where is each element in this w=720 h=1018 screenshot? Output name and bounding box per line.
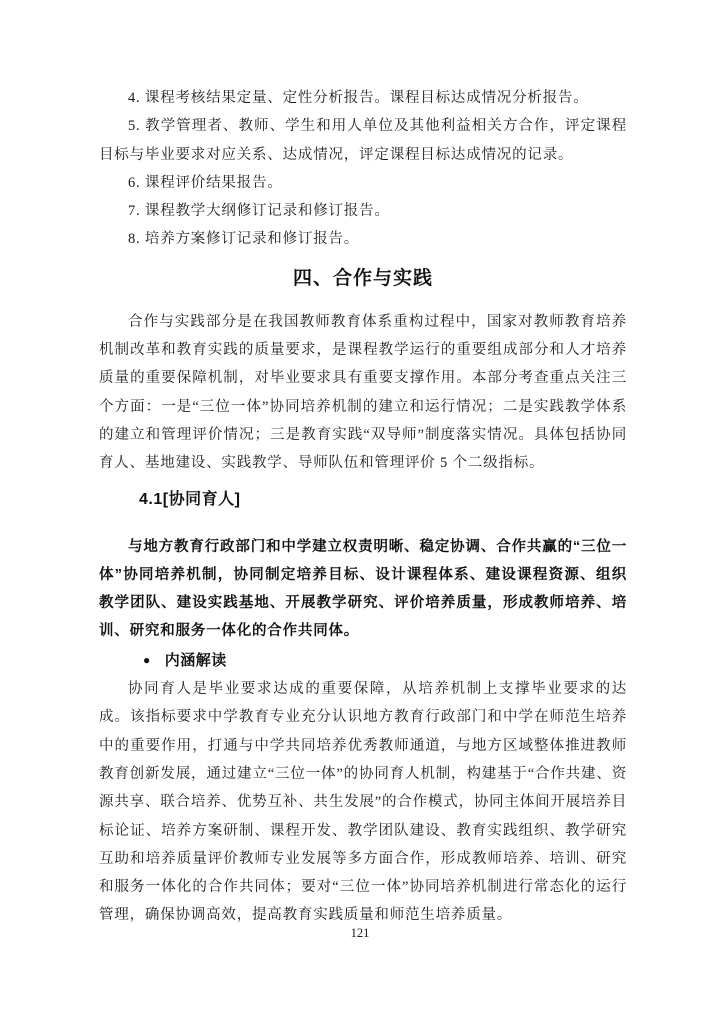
subsection-title: 4.1[协同育人]: [139, 490, 241, 508]
section-title: 四、合作与实践: [292, 267, 433, 289]
list-item-7: 7. 课程教学大纲修订记录和修订报告。: [128, 203, 390, 220]
list-item-5: 5. 教学管理者、教师、学生和用人单位及其他利益相关方合作，评定课程目标与毕业要求对应关系、达成情况，评定课程目标达成情况的记录。: [99, 118, 627, 163]
bullet-icon: ●: [143, 652, 151, 667]
bullet-label: 内涵解读: [164, 651, 227, 669]
list-item-6: 6. 课程评价结果报告。: [128, 174, 283, 191]
section-intro-paragraph: 合作与实践部分是在我国教师教育体系重构过程中，国家对教师教育培养机制改革和教育实践的质量要求，是课程教学运行的重要组成部分和人才培养质量的重要保障机制，对毕业要求具有重要支撑作用。本部分考查重点关注三个方面：一是“三位一体”协同培养机制的建立和运行情况；二是实践教学体系的建立和管理评价情况；三是教育实践“双导师”制度落实情况。具体包括协同育人、基地建设、实践教学、导师队伍和管理评价 5 个二级指标。: [99, 313, 627, 472]
interpretation-paragraph: 协同育人是毕业要求达成的重要保障，从培养机制上支撑毕业要求的达成。该指标要求中学教育专业充分认识地方教育行政部门和中学在师范生培养中的重要作用，打通与中学共同培养优秀教师通道，与地方区域整体推进教师教育创新发展，通过建立“三位一体”的协同育人机制，构建基于“合作共建、资源共享、联合培养、优势互补、共生发展”的合作模式，协同主体间开展培养目标论证、培养方案研制、课程开发、教学团队建设、教育实践组织、教学研究互助和培养质量评价教师专业发展等多方面合作，形成教师培养、培训、研究和服务一体化的合作共同体；要对“三位一体”协同培养机制进行常态化的运行管理，确保协调高效，提高教育实践质量和师范生培养质量。: [99, 681, 627, 924]
standard-paragraph: 与地方教育行政部门和中学建立权责明晰、稳定协调、合作共赢的“三位一体”协同培养机制，协同制定培养目标、设计课程体系、建设课程资源、组织教学团队、建设实践基地、开展教学研究、评价培养质量，形成教师培养、培训、研究和服务一体化的合作共同体。: [99, 538, 627, 640]
page-number: 121: [350, 926, 370, 940]
list-item-8: 8. 培养方案修订记录和修订报告。: [128, 231, 360, 248]
document-content: [99, 84, 627, 930]
list-item-4: 4. 课程考核结果定量、定性分析报告。课程目标达成情况分析报告。: [128, 90, 589, 106]
bullet-item: [99, 646, 627, 675]
